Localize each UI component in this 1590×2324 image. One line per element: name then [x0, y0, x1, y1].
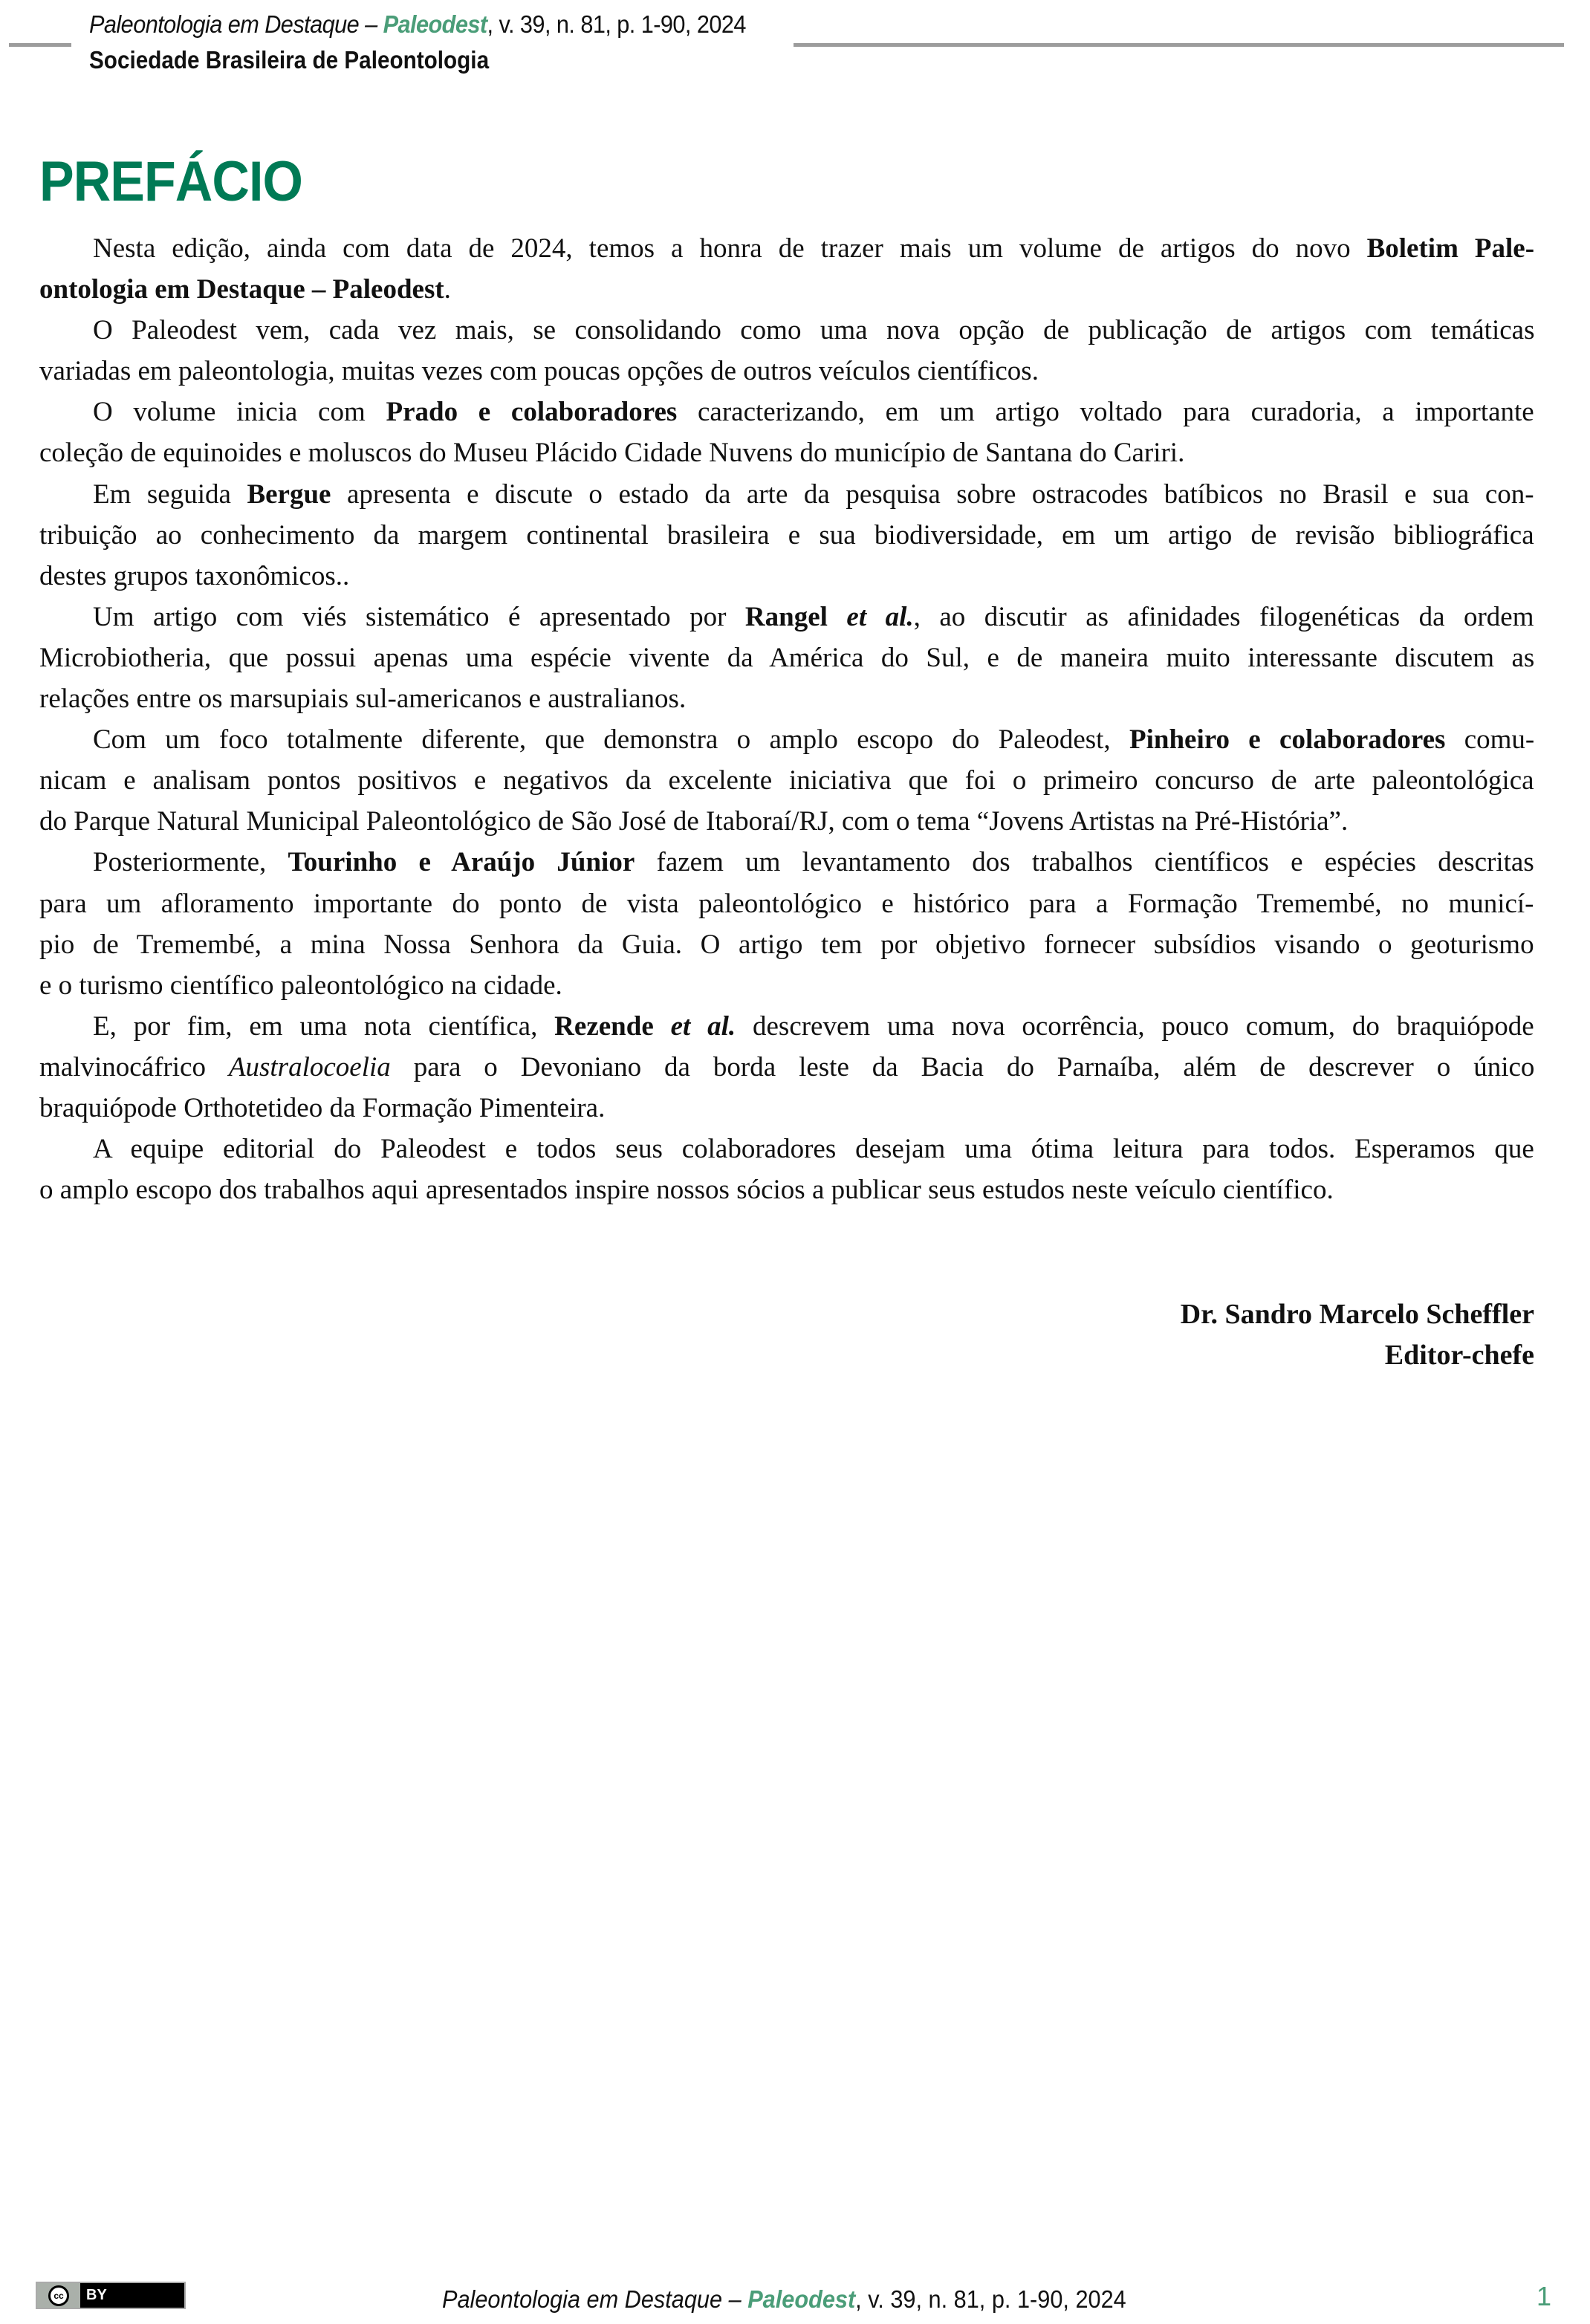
text-run: apresenta e discute o estado da arte da pesquisa sobre ostracodes batíbicos no Brasil e sua con-	[331, 478, 1534, 510]
text-line	[39, 228, 1534, 269]
paragraph	[39, 228, 1534, 310]
text-line	[39, 1088, 1534, 1129]
text-run: e o turismo científico paleontológico na cidade.	[39, 970, 562, 1001]
footer-citation-details: , v. 39, n. 81, p. 1-90, 2024	[855, 2285, 1126, 2313]
paragraph	[39, 597, 1534, 719]
text-line	[39, 801, 1534, 842]
text-run: Tourinho e Araújo Júnior	[288, 847, 635, 878]
journal-name: Paleontologia em Destaque –	[89, 10, 383, 38]
text-line	[39, 351, 1534, 392]
paragraph	[39, 1129, 1534, 1210]
signature-block	[1181, 1294, 1534, 1376]
text-line	[39, 269, 1534, 310]
header-rule-right	[794, 43, 1564, 47]
page-title: PREFÁCIO	[39, 149, 302, 213]
page-number: 1	[1537, 2281, 1552, 2311]
by-label: BY	[86, 2287, 107, 2303]
text-run: tribuição ao conhecimento da margem continental brasileira e sua biodiversidade, em um artigo de revisão bibliográfica	[39, 519, 1534, 551]
text-run: Prado e colaboradores	[386, 397, 678, 428]
text-run: descrevem uma nova ocorrência, pouco comum, do braquiópode	[736, 1010, 1534, 1042]
text-run: Nesta edição, ainda com data de 2024, temos a honra de trazer mais um volume de artigos do novo	[93, 233, 1367, 264]
footer-journal-name: Paleontologia em Destaque –	[442, 2285, 748, 2313]
paragraph	[39, 1006, 1534, 1129]
text-run: Rezende	[554, 1010, 671, 1042]
cc-icon-area	[37, 2283, 80, 2308]
text-run: destes grupos taxonômicos..	[39, 560, 350, 591]
text-line	[39, 760, 1534, 801]
text-line	[39, 924, 1534, 965]
text-line	[39, 637, 1534, 678]
text-run: O volume inicia com	[93, 397, 386, 428]
text-line	[39, 432, 1534, 473]
text-run: Posteriormente,	[93, 847, 288, 878]
text-run: nicam e analisam pontos positivos e negativos da excelente iniciativa que foi o primeiro concurso de arte paleontológica	[39, 765, 1534, 796]
paragraph	[39, 474, 1534, 597]
text-line	[39, 719, 1534, 760]
text-run: para o Devoniano da borda leste da Bacia do Parnaíba, além de descrever o único	[390, 1051, 1535, 1083]
footer-journal-short-name: Paleodest	[747, 2285, 856, 2313]
text-run: pio de Tremembé, a mina Nossa Senhora da Guia. O artigo tem por objetivo fornecer subsídios visando o geoturismo	[39, 929, 1534, 960]
paragraph	[39, 842, 1534, 1005]
text-run: Microbiotheria, que possui apenas uma espécie vivente da América do Sul, e de maneira muito interessante discutem as	[39, 642, 1535, 673]
paragraph	[39, 310, 1534, 392]
text-run: o amplo escopo dos trabalhos aqui apresentados inspire nossos sócios a publicar seus estudos neste veículo científico.	[39, 1175, 1334, 1206]
text-run: et al.	[670, 1010, 736, 1042]
text-run: O Paleodest vem, cada vez mais, se consolidando como uma nova opção de publicação de artigos com temáticas	[93, 315, 1535, 346]
text-line	[39, 392, 1534, 432]
paragraph	[39, 719, 1534, 842]
text-line	[39, 965, 1534, 1006]
text-run: A equipe editorial do Paleodest e todos seus colaboradores desejam uma ótima leitura para todos. Esperamos que	[93, 1134, 1534, 1165]
text-run: variadas em paleontologia, muitas vezes com poucas opções de outros veículos científicos.	[39, 356, 1039, 387]
cc-by-license-badge[interactable]	[36, 2282, 186, 2309]
running-header-citation	[89, 10, 746, 39]
text-run: fazem um levantamento dos trabalhos científicos e espécies descritas	[635, 847, 1534, 878]
text-run: Um artigo com viés sistemático é apresentado por	[93, 601, 745, 632]
text-run: Boletim Pale-	[1366, 233, 1535, 264]
text-run: et al.	[846, 601, 914, 632]
society-name: Sociedade Brasileira de Paleontologia	[89, 46, 490, 74]
text-run: ontologia em Destaque – Paleodest	[39, 274, 444, 305]
text-line	[39, 1129, 1534, 1169]
text-run: comu-	[1445, 724, 1535, 756]
running-footer-citation	[442, 2285, 1126, 2314]
text-run: malvinocáfrico	[39, 1051, 229, 1083]
citation-details: , v. 39, n. 81, p. 1-90, 2024	[487, 10, 746, 38]
header-rule-left	[9, 43, 71, 47]
text-line	[39, 474, 1534, 515]
text-line	[39, 842, 1534, 883]
preface-body	[39, 228, 1534, 1210]
text-line	[39, 597, 1534, 637]
text-run: E, por fim, em uma nota científica,	[93, 1010, 555, 1042]
text-run: Pinheiro e colaboradores	[1129, 724, 1446, 756]
text-run: braquiópode Orthotetideo da Formação Pimenteira.	[39, 1092, 606, 1123]
text-run: Com um foco totalmente diferente, que demonstra o amplo escopo do Paleodest,	[93, 724, 1129, 756]
text-run: Rangel	[744, 601, 847, 632]
text-run: para um afloramento importante do ponto de vista paleontológico e histórico para a Formação Tremembé, no municí-	[39, 888, 1534, 919]
signature-role: Editor-chefe	[1384, 1340, 1534, 1371]
text-run: .	[444, 274, 451, 305]
text-run: relações entre os marsupiais sul-americanos e australianos.	[39, 684, 687, 715]
paragraph	[39, 392, 1534, 473]
cc-icon: cc	[48, 2285, 69, 2306]
text-line	[39, 678, 1534, 719]
text-run: coleção de equinoides e moluscos do Museu Plácido Cidade Nuvens do município de Santana do Cariri.	[39, 438, 1185, 469]
text-line	[39, 556, 1534, 597]
text-line	[39, 515, 1534, 556]
signature-name: Dr. Sandro Marcelo Scheffler	[1180, 1299, 1534, 1330]
text-line	[39, 1006, 1534, 1047]
text-run: do Parque Natural Municipal Paleontológico de São José de Itaboraí/RJ, com o tema “Jovens Artistas na Pré-História”.	[39, 806, 1349, 837]
text-run: Em seguida	[93, 478, 247, 510]
text-line	[39, 883, 1534, 924]
text-line	[39, 310, 1534, 351]
text-line	[39, 1169, 1534, 1210]
text-run: Bergue	[247, 478, 331, 510]
text-line	[39, 1047, 1534, 1088]
text-run: , ao discutir as afinidades filogenéticas da ordem	[913, 601, 1534, 632]
text-run: caracterizando, em um artigo voltado para curadoria, a importante	[677, 397, 1534, 428]
journal-short-name: Paleodest	[383, 10, 487, 38]
text-run: Australocoelia	[228, 1051, 391, 1083]
